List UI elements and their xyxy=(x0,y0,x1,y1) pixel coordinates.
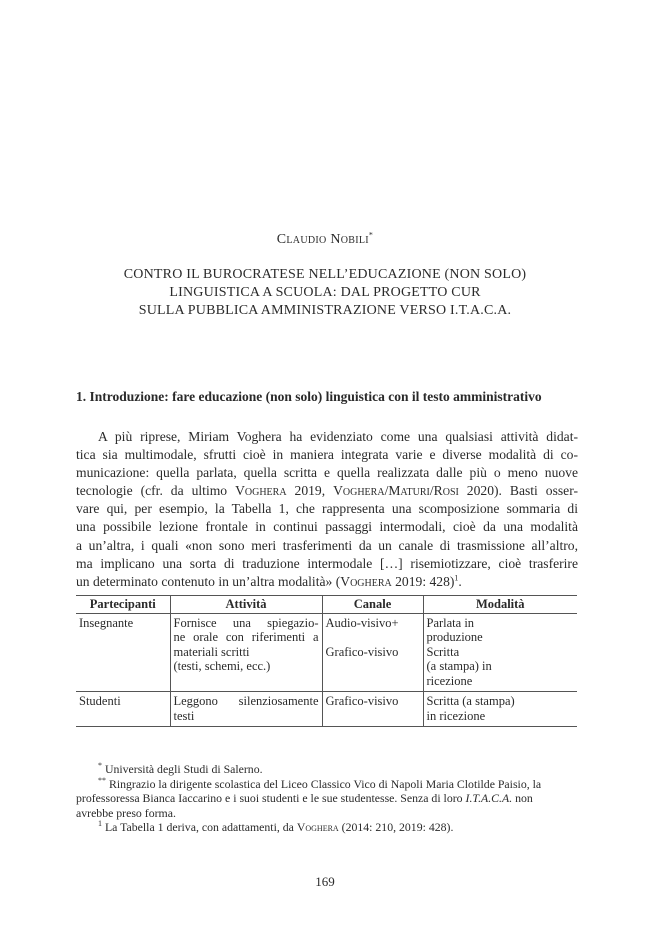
table-header-row xyxy=(76,596,577,614)
header-canale: Canale xyxy=(322,596,423,614)
paragraph-line: vare qui, per esempio, la Tabella 1, che rappresenta una scomposizione sommaria di xyxy=(76,501,578,517)
footnote-marker: ** xyxy=(98,775,106,785)
citation-author: Maturi xyxy=(388,483,430,499)
table-row xyxy=(76,613,577,692)
section-heading: 1. Introduzione: fare educazione (non solo) linguistica con il testo amministrativo xyxy=(76,389,542,404)
paragraph-line: tica sia multimodale, sfrutti cioè in maniera integrata varie e diverse modalità di co- xyxy=(76,447,578,463)
footnote-marker: * xyxy=(98,761,102,771)
cell-canale: Grafico-visivo xyxy=(322,692,423,727)
footnote-2-continued: avrebbe preso forma. xyxy=(76,805,176,820)
paper-title xyxy=(60,266,590,320)
author-footnote-marker: * xyxy=(368,230,374,240)
paragraph-line: un determinato contenuto in un’altra modalità» (Voghera 2019: 428)$^1$. xyxy=(76,573,462,589)
footnote-3: $^1$ La Tabella 1 deriva, con adattamenti, da Voghera (2014: 210, 2019: 428). xyxy=(98,819,454,834)
footnote-ref: 1 xyxy=(454,573,459,583)
paragraph-line: una possibile lezione frontale in continui passaggi intermodali, cioè da una modalità xyxy=(76,519,578,535)
footnotes xyxy=(76,762,580,835)
citation-author: Voghera xyxy=(235,483,287,499)
table-row xyxy=(76,692,577,727)
footnote-1: * Università degli Studi di Salerno. xyxy=(98,761,263,776)
title-line: CONTRO IL BUROCRATESE NELL’EDUCAZIONE (NON SOLO) xyxy=(123,267,527,282)
citation-author: Rosi xyxy=(433,483,459,499)
cell-attivita: Leggono silenziosamente testi xyxy=(170,692,322,727)
title-line: SULLA PUBBLICA AMMINISTRAZIONE VERSO I.T.A.C.A. xyxy=(138,303,512,318)
cell-partecipanti: Insegnante xyxy=(76,613,170,692)
title-line: LINGUISTICA A SCUOLA: DAL PROGETTO CUR xyxy=(169,285,481,300)
footnote-marker: 1 xyxy=(98,819,102,829)
footnote-2-continued: professoressa Bianca Iaccarino e i suoi studenti e le sue studentesse. Senza di loro I.T.A.C.A. non xyxy=(76,791,533,805)
citation-author: Voghera xyxy=(296,820,339,834)
table-1 xyxy=(76,595,577,727)
citation-author: Voghera xyxy=(340,573,392,589)
footnote-2: ** Ringrazio la dirigente scolastica del Liceo Classico Vico di Napoli Maria Clotilde Paisio, la xyxy=(98,775,542,791)
header-partecipanti: Partecipanti xyxy=(76,596,170,614)
author-name: Claudio Nobili* xyxy=(276,230,374,247)
cell-modalita: Scritta (a stampa) in ricezione xyxy=(423,692,577,727)
paragraph-line: ma implicano una sorta di traduzione intermodale […] risemiotizzare, cioè trasferire xyxy=(76,555,578,571)
paragraph-line: a un’altra, i quali «non sono meri trasferimenti da un canale di trasmissione all’altro, xyxy=(76,537,578,553)
paragraph-line: municazione: quella parlata, quella scritta e quella realizzata dalle più o meno nuove xyxy=(76,465,578,481)
paragraph-line: tecnologie (cfr. da ultimo Voghera 2019, Voghera/Maturi/Rosi 2020). Basti osser- xyxy=(76,483,578,499)
cell-attivita: Fornisce una spiegazio- ne orale con riferimenti a materiali scritti (testi, schemi, ecc.) xyxy=(170,613,322,692)
citation-author: Voghera xyxy=(333,483,385,499)
page-number: 169 xyxy=(315,874,335,889)
paragraph-line: A più riprese, Miriam Voghera ha evidenziato come una qualsiasi attività didat- xyxy=(98,429,578,444)
cell-partecipanti: Studenti xyxy=(76,692,170,727)
cell-canale: Audio-visivo+ Grafico-visivo xyxy=(322,613,423,692)
body-paragraph xyxy=(76,428,578,591)
header-modalita: Modalità xyxy=(423,596,577,614)
cell-modalita: Parlata in produzione Scritta (a stampa) in ricezione xyxy=(423,613,577,692)
header-attivita: Attività xyxy=(170,596,322,614)
